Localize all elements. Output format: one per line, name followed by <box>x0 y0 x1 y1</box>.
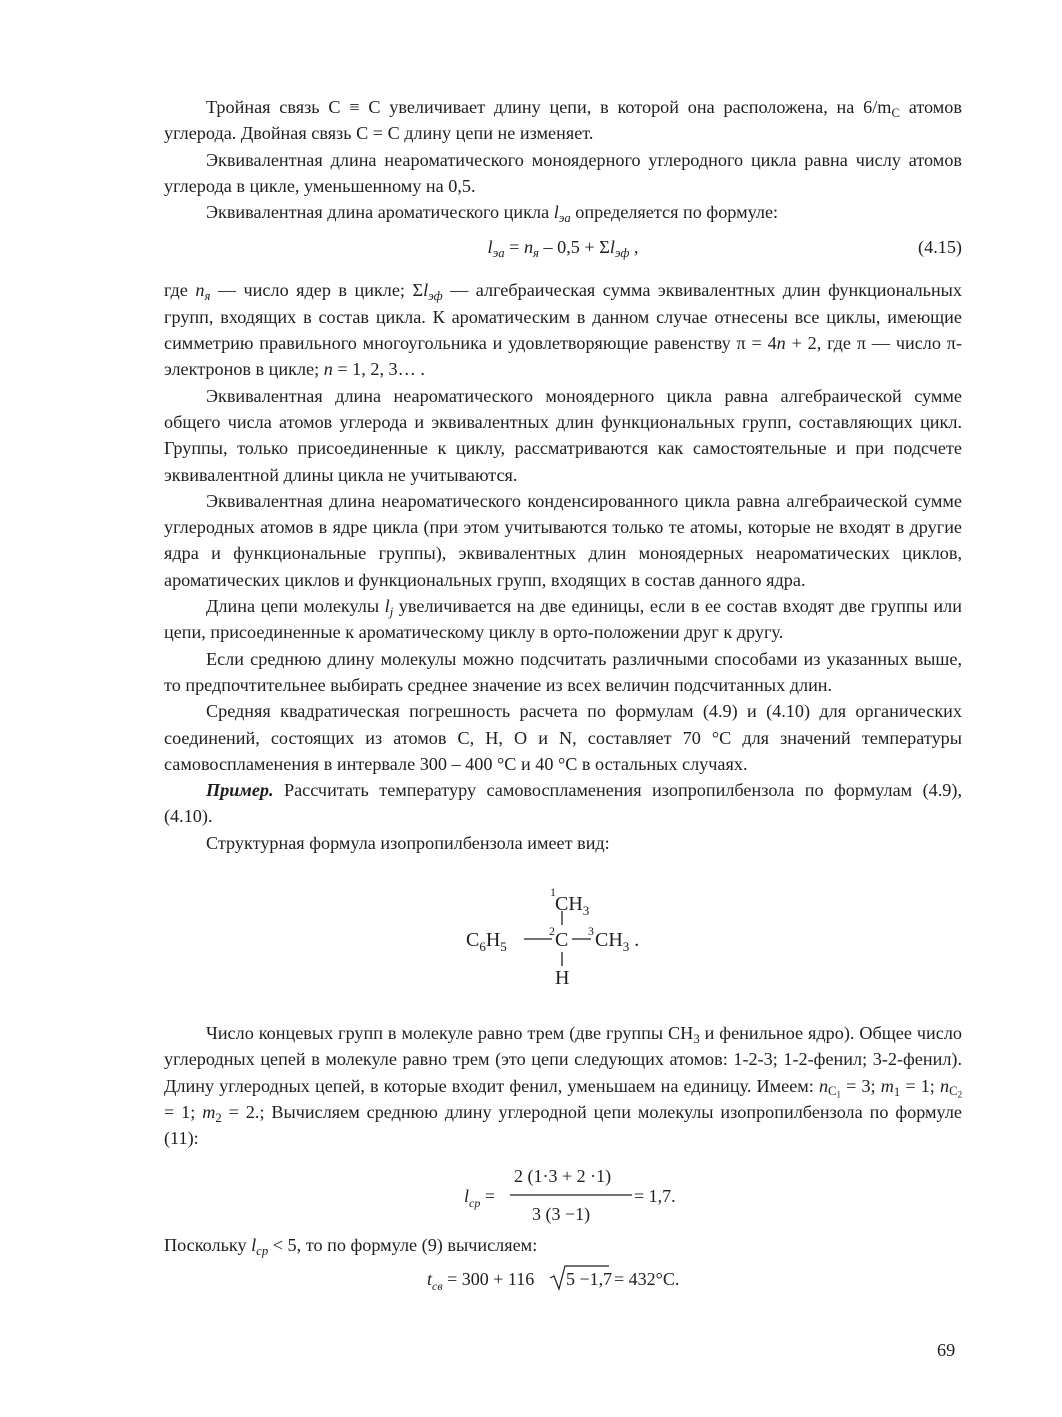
paragraph-nonaromatic-cycle: Эквивалентная длина неароматического моноядерного углеродного цикла равна числу атомов углерода в цикле, уменьшенному на 0,5. <box>164 149 962 196</box>
page-number: 69 <box>937 1340 956 1360</box>
top-ch3: $CH_3$ <box>555 893 590 919</box>
lcp-numerator: 2 (1·3 + 2 ·1) <box>514 1165 612 1186</box>
tsv-radicand: 5 −1,7 <box>566 1268 613 1289</box>
bottom-h: H <box>555 967 570 990</box>
paragraph-example: Пример. Рассчитать температуру самовоспламенения изопропилбензола по формулам (4.9), (4.10). <box>164 780 962 827</box>
paragraph-aromatic-cycle: Эквивалентная длина ароматического цикла $l_{эа}$ определяется по формуле: <box>206 202 779 225</box>
lcp-lhs: $l_{ср}$ = <box>464 1185 495 1210</box>
locant-3: 3 <box>588 924 594 939</box>
paragraph-chain-length: Длина цепи молекулы $l_j$ увеличивается на две единицы, если в ее состав входят две группы или цепи, присоединенные к ароматическому циклу в орто-положении друг к другу. <box>164 596 962 643</box>
equation-4-15 <box>164 225 962 277</box>
paragraph-error: Средняя квадратическая погрешность расчета по формулам (4.9) и (4.10) для органических соединений, состоящих из атомов C, H, O и N, составляет 70 °C для значений температуры самовоспламенения в интервале 300 – 400 °C и 40 °C в остальных случаях. <box>164 701 962 774</box>
formula-tsv-svg <box>419 1258 719 1298</box>
lcp-result: = 1,7. <box>634 1185 676 1206</box>
paragraph-average-length: Если среднюю длину молекулы можно подсчитать различными способами из указанных выше, то предпочтительнее выбирать среднее значение из всех величин подсчитанных длин. <box>164 648 962 695</box>
paragraph-condensed: Эквивалентная длина неароматического конденсированного цикла равна алгебраической сумме углеродных атомов в ядре цикла (при этом учитываются только те атомы, которые не входят в другие ядра и функциональные группы), эквивалентных длин моноядерных неароматических циклов, ароматических циклов и функциональных групп, входящих в состав данного ядра. <box>164 490 962 590</box>
formula-tsv <box>164 1258 962 1302</box>
central-carbon: C <box>555 929 569 952</box>
c6h5-group: $C_6H_5$ <box>466 929 507 955</box>
tsv-lhs: $t_{св} = 300 + 116$ <box>427 1268 535 1293</box>
formula-lcp-svg <box>454 1158 694 1232</box>
equation-4-15-body: $l_{эа} = n_я - 0,5 + \Sigma l_{эф}$ , <box>487 237 639 261</box>
formula-lcp <box>164 1152 962 1232</box>
paragraph-mononuclear: Эквивалентная длина неароматического моноядерного цикла равна алгебраической сумме общего числа атомов углерода и эквивалентных длин функциональных групп, составляющих цикл. Группы, только присоединенные к циклу, рассматриваются как самостоятельные и при подсчете эквивалентной длины цикла не учитываются. <box>164 385 962 485</box>
structural-formula-svg <box>464 856 704 1006</box>
equation-4-15-number: (4.15) <box>918 237 962 258</box>
paragraph-where: где $n_я$ — число ядер в цикле; $\Sigma l_{эф}$ — алгебраическая сумма эквивалентных длин функциональных групп, входящих в состав цикла. К ароматическим в данном случае отнесены все циклы, имеющие симметрию правильного многоугольника и удовлетворяющие равенству π = 4n + 2, где π — число π-электронов в цикле; n = 1, 2, 3… . <box>164 280 963 380</box>
locant-1: 1 <box>550 885 556 900</box>
tsv-result: = 432°C. <box>614 1268 680 1289</box>
lcp-denominator: 3 (3 −1) <box>532 1203 591 1224</box>
structural-formula <box>164 856 962 1006</box>
locant-2: 2 <box>549 924 555 939</box>
paragraph-triple-bond: Тройная связь С ≡ С увеличивает длину цепи, в которой она расположена, на $6/m_С$ атомов углерода. Двойная связь С = С длину цепи не изменяет. <box>164 97 962 144</box>
paragraph-structure-intro: Структурная формула изопропилбензола имеет вид: <box>206 832 610 853</box>
paragraph-since: Поскольку $l_{ср} < 5$, то по формуле (9) вычисляем: <box>164 1234 538 1258</box>
right-ch3: $CH_3$ . <box>595 929 640 955</box>
page-body <box>164 94 962 1302</box>
paragraph-end-groups: Число концевых групп в молекуле равно трем (две группы $CH_3$ и фенильное ядро). Общее число углеродных цепей в молекуле равно трем (это цепи следующих атомов: 1-2-3; 1-2-фенил; 3-2-фенил). Длину углеродных цепей, в которые входит фенил, уменьшаем на единицу. Имеем: $n_{C_1} = 3$; $m_1 = 1$; $n_{C_2} = 1$; $m_2 = 2$.; Вычисляем среднюю длину углеродной цепи молекулы изопропилбензола по формуле (11): <box>164 1023 963 1149</box>
